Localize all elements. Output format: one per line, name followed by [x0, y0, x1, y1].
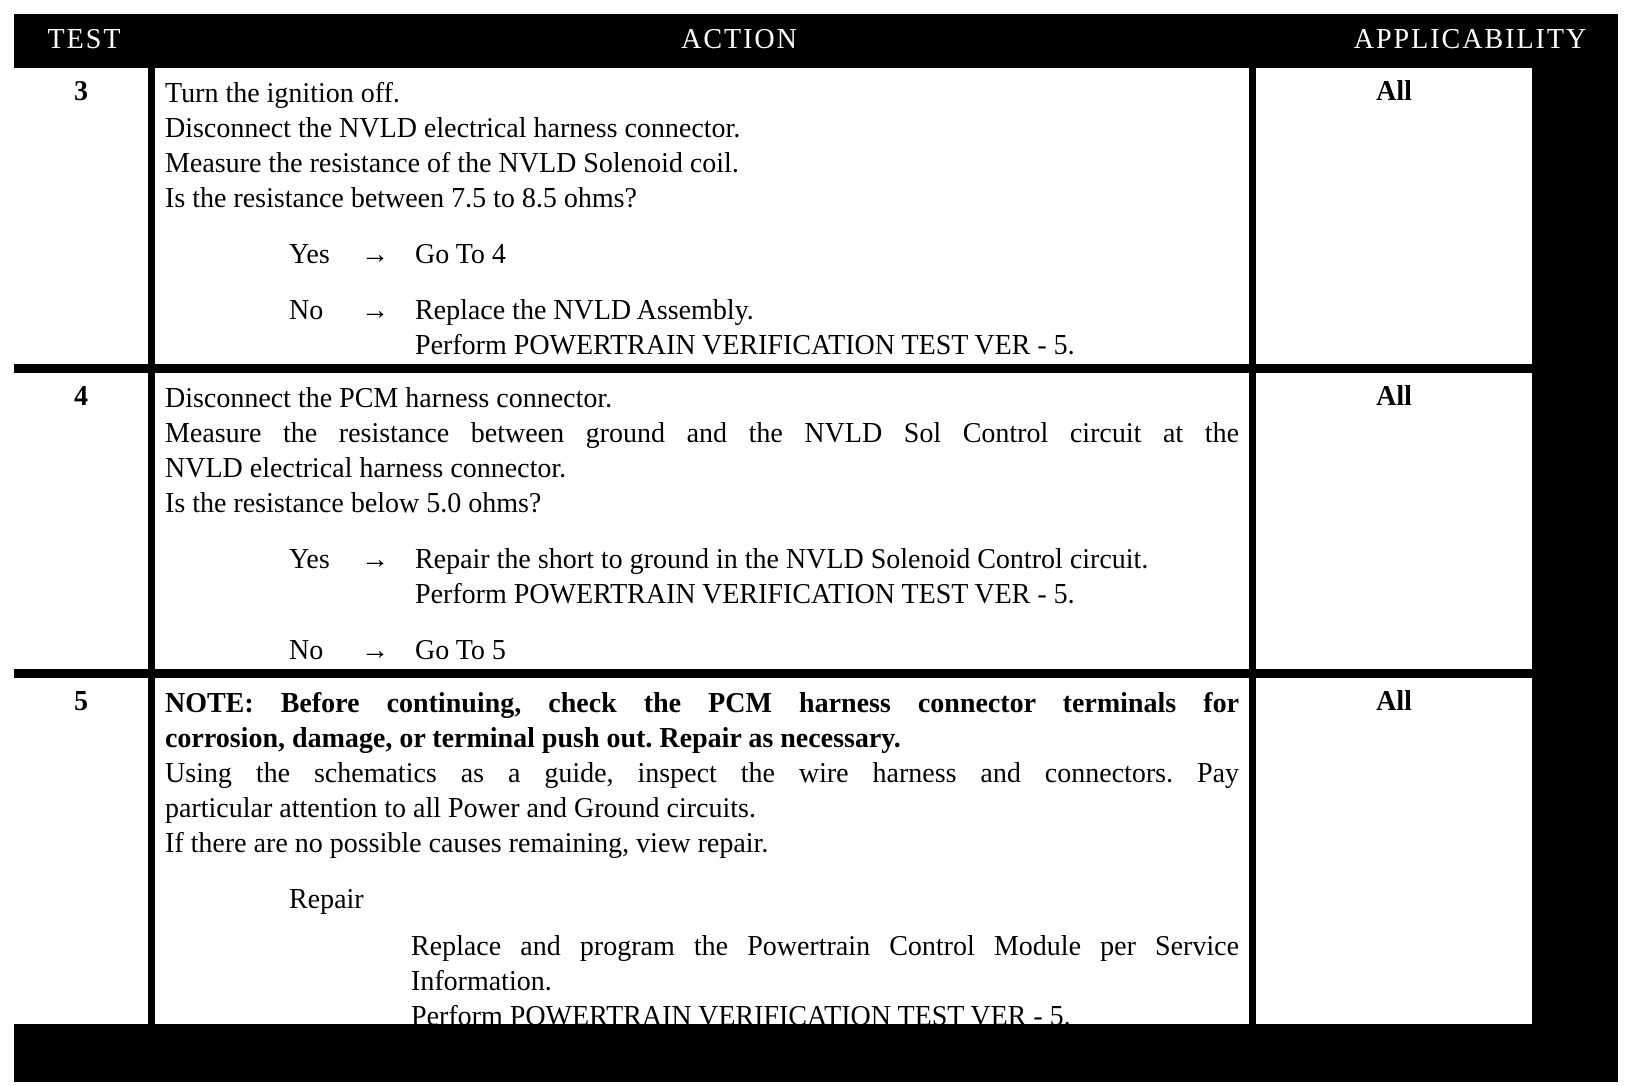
- arrow-icon: →: [361, 544, 389, 575]
- repair-text: Replace and program the Powertrain Control Module per Service: [411, 931, 1239, 962]
- test-number-cell: [14, 68, 148, 364]
- step-text: NVLD electrical harness connector.: [165, 453, 567, 484]
- test-number: 4: [74, 381, 88, 412]
- applicability-value: All: [1376, 381, 1412, 412]
- header-test: TEST: [47, 24, 123, 55]
- no-label: No: [289, 295, 324, 326]
- yes-branch: [165, 237, 1239, 272]
- arrow-icon: →: [361, 295, 389, 326]
- no-branch: [165, 293, 1239, 328]
- step-text: particular attention to all Power and Ground circuits.: [165, 793, 756, 824]
- repair-instructions: [165, 929, 1239, 1034]
- test-number-cell: [14, 373, 148, 669]
- applicability-value: All: [1376, 76, 1412, 107]
- applicability-cell: [1256, 373, 1532, 669]
- action-cell: [155, 68, 1249, 364]
- header-applicability: APPLICABILITY: [1353, 24, 1589, 55]
- applicability-cell: [1256, 68, 1532, 364]
- step-text: Using the schematics as a guide, inspect the wire harness and connectors. Pay: [165, 758, 1239, 789]
- action-cell: [155, 678, 1249, 1032]
- step-text: Measure the resistance of the NVLD Solenoid coil.: [165, 148, 739, 179]
- note-text: NOTE: Before continuing, check the PCM harness connector terminals for: [165, 688, 1239, 719]
- repair-label: Repair: [289, 884, 364, 915]
- step-text: Disconnect the PCM harness connector.: [165, 383, 613, 414]
- step-text: Is the resistance below 5.0 ohms?: [165, 488, 542, 519]
- arrow-icon: →: [361, 635, 389, 666]
- table-header: [14, 14, 1618, 68]
- yes-result: Repair the short to ground in the NVLD Solenoid Control circuit.: [415, 544, 1149, 575]
- arrow-icon: →: [361, 239, 389, 270]
- no-branch: [165, 633, 1239, 668]
- yes-result-continued: Perform POWERTRAIN VERIFICATION TEST VER - 5.: [415, 579, 1075, 610]
- header-action: ACTION: [681, 24, 799, 55]
- yes-label: Yes: [289, 239, 330, 270]
- no-result: Replace the NVLD Assembly.: [415, 295, 754, 326]
- step-text: Disconnect the NVLD electrical harness connector.: [165, 113, 741, 144]
- repair-text: Information.: [411, 966, 552, 997]
- applicability-cell: [1256, 678, 1532, 1024]
- yes-label: Yes: [289, 544, 330, 575]
- note-text: corrosion, damage, or terminal push out. Repair as necessary.: [165, 723, 901, 754]
- test-number-cell: [14, 678, 148, 1024]
- no-result: Go To 5: [415, 635, 506, 666]
- yes-result: Go To 4: [415, 239, 506, 270]
- step-text: If there are no possible causes remaining, view repair.: [165, 828, 769, 859]
- yes-branch: [165, 542, 1239, 577]
- test-number: 3: [74, 76, 88, 107]
- test-number: 5: [74, 686, 88, 717]
- repair-text: Perform POWERTRAIN VERIFICATION TEST VER - 5.: [411, 1001, 1071, 1032]
- no-label: No: [289, 635, 324, 666]
- applicability-value: All: [1376, 686, 1412, 717]
- step-text: Turn the ignition off.: [165, 78, 400, 109]
- step-text: Measure the resistance between ground and the NVLD Sol Control circuit at the: [165, 418, 1239, 449]
- step-text: Is the resistance between 7.5 to 8.5 ohms?: [165, 183, 637, 214]
- action-cell: [155, 373, 1249, 669]
- no-result-continued: Perform POWERTRAIN VERIFICATION TEST VER - 5.: [415, 330, 1075, 361]
- diagnostic-table: [14, 14, 1618, 1082]
